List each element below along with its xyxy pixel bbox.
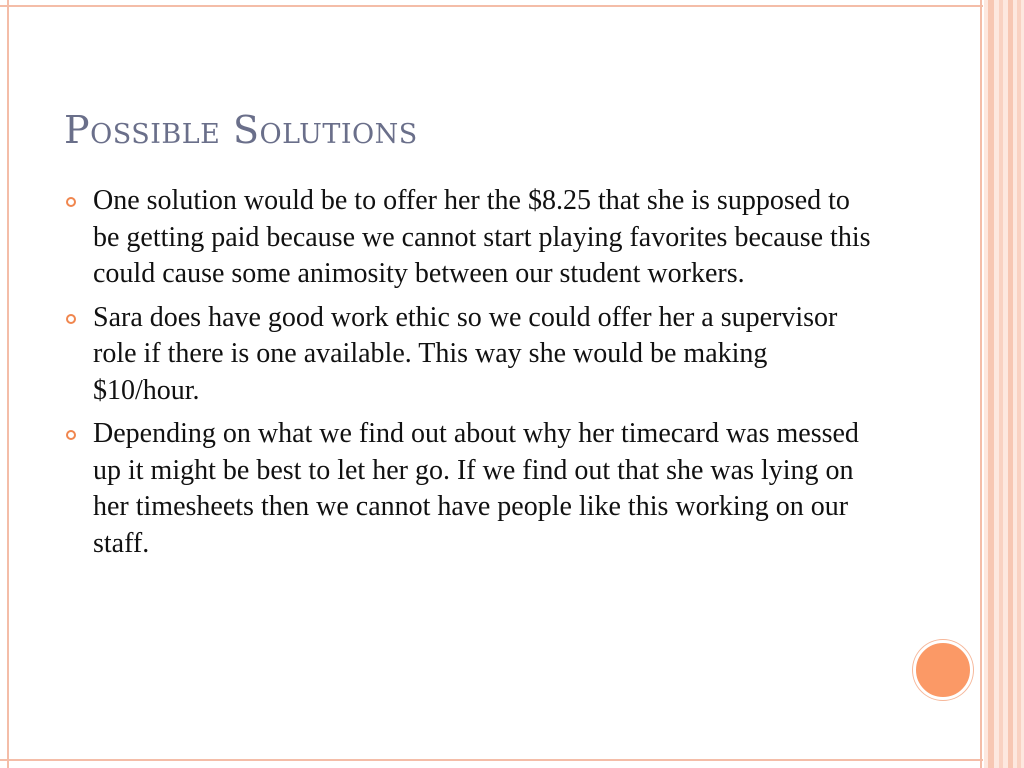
- bullet-circle-icon: [66, 197, 76, 207]
- bullet-item: [64, 416, 874, 562]
- bullet-text: Sara does have good work ethic so we could offer her a supervisor role if there is one available. This way she would be making $10/hour.: [93, 301, 838, 406]
- bullet-list: [64, 183, 874, 569]
- right-stripe: [999, 0, 1003, 768]
- bullet-text: Depending on what we find out about why her timecard was messed up it might be best to let her go. If we find out that she was lying on her timesheets then we cannot have people like this working on our staff.: [93, 418, 859, 559]
- frame-right-line: [980, 0, 982, 768]
- frame-bottom-line: [0, 759, 983, 761]
- bullet-circle-icon: [66, 314, 76, 324]
- frame-left-line: [7, 0, 9, 768]
- bullet-circle-icon: [66, 430, 76, 440]
- frame-top-line: [0, 5, 983, 7]
- decorative-circle: [913, 640, 973, 700]
- bullet-item: [64, 183, 874, 293]
- bullet-text: One solution would be to offer her the $8.25 that she is supposed to be getting paid because we cannot start playing favorites because this could cause some animosity between our student workers.: [93, 185, 871, 289]
- right-stripe: [1008, 0, 1013, 768]
- right-stripe: [988, 0, 994, 768]
- slide-title: Possible Solutions: [64, 108, 418, 152]
- right-stripe: [1017, 0, 1021, 768]
- bullet-item: [64, 300, 874, 410]
